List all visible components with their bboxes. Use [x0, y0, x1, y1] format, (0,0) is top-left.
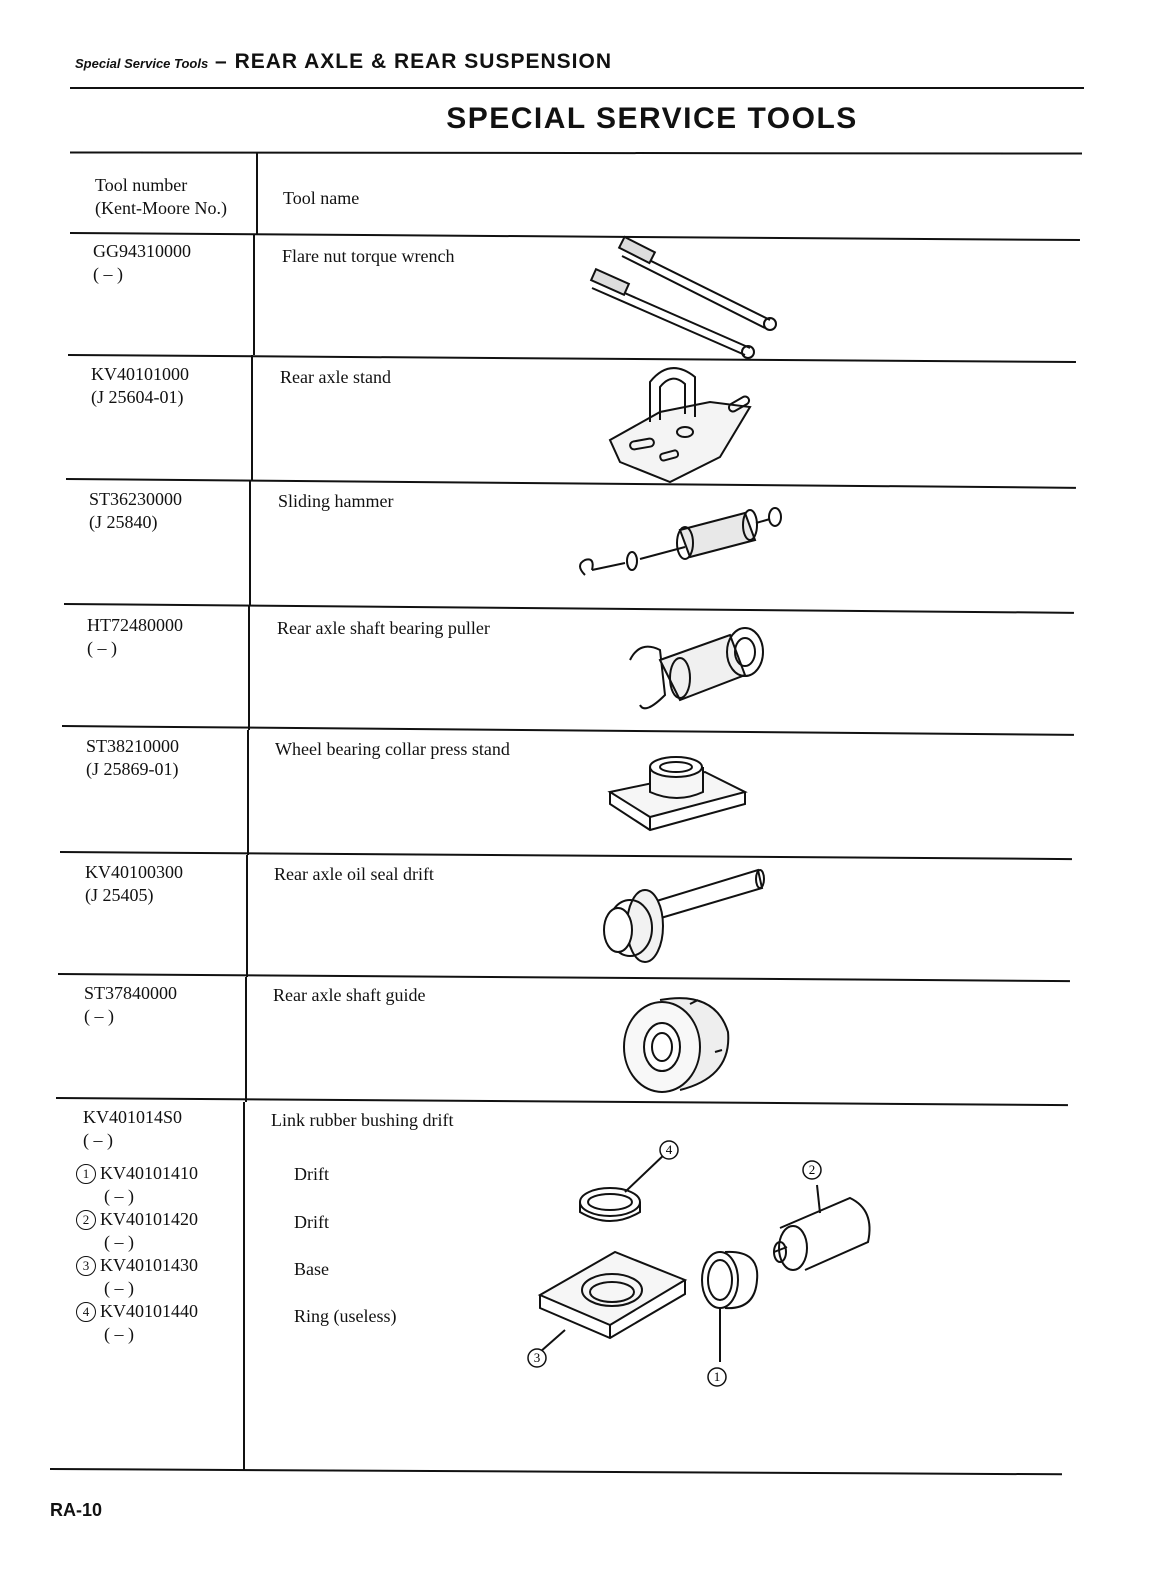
tool-number: HT72480000	[87, 615, 183, 635]
column-divider	[247, 730, 249, 855]
sub-item	[76, 1208, 198, 1231]
sub-item-number: KV40101410	[100, 1163, 198, 1183]
tool-row	[91, 363, 189, 409]
sub-item	[76, 1162, 198, 1185]
kent-moore-number: ( – )	[84, 1006, 114, 1026]
column-divider	[253, 235, 255, 355]
callout-label: 2	[808, 1162, 816, 1177]
column-divider	[248, 605, 250, 730]
tool-row	[83, 1106, 182, 1152]
section-header	[75, 50, 612, 74]
column-divider	[249, 480, 251, 605]
index-marker: 2	[76, 1210, 96, 1230]
sub-item-list	[76, 1162, 198, 1346]
bearing-puller-icon	[620, 620, 780, 720]
tool-row	[84, 982, 177, 1028]
collar-press-stand-icon	[605, 752, 750, 842]
tool-name: Rear axle shaft guide	[273, 985, 426, 1005]
tool-name: Rear axle shaft bearing puller	[277, 618, 490, 638]
callout-label: 3	[533, 1350, 541, 1365]
tool-number: ST38210000	[86, 736, 180, 756]
index-marker: 3	[76, 1256, 96, 1276]
sub-item-name: Ring (useless)	[294, 1306, 397, 1326]
tool-row	[85, 861, 183, 907]
column-divider	[251, 355, 253, 480]
sub-item	[76, 1300, 198, 1323]
col-tool-number: Tool number	[95, 175, 188, 195]
tool-row	[93, 240, 191, 286]
row-rule	[68, 354, 1076, 363]
tool-name: Rear axle stand	[280, 367, 391, 387]
tool-number: KV40101000	[91, 364, 189, 384]
tool-number: KV40100300	[85, 862, 183, 882]
page-title: SPECIAL SERVICE TOOLS	[446, 102, 858, 135]
rear-axle-stand-icon	[600, 362, 760, 486]
tool-number: ST36230000	[89, 489, 183, 509]
column-divider	[256, 153, 258, 235]
oil-seal-drift-icon	[590, 868, 770, 968]
bushing-drift-set-icon	[525, 1130, 885, 1390]
column-divider	[245, 977, 247, 1102]
kent-moore-number: ( – )	[87, 638, 117, 658]
tool-number: ST37840000	[84, 983, 178, 1003]
flare-nut-torque-wrench-icon	[580, 240, 790, 360]
column-divider	[243, 1102, 245, 1470]
row-rule	[58, 973, 1070, 982]
header-rule	[70, 87, 1084, 89]
shaft-guide-icon	[620, 992, 740, 1097]
sub-item	[76, 1254, 198, 1277]
tool-name: Rear axle oil seal drift	[274, 864, 434, 884]
sub-item-kent: ( – )	[104, 1278, 134, 1298]
tool-number: KV401014S0	[83, 1107, 183, 1127]
tool-row	[87, 614, 183, 660]
column-header-number	[95, 174, 227, 220]
kent-moore-number: (J 25869-01)	[86, 759, 179, 779]
row-rule	[60, 851, 1072, 860]
page-number: RA-10	[50, 1500, 103, 1520]
row-rule	[70, 232, 1080, 241]
column-header-name: Tool name	[283, 188, 360, 208]
tool-number: GG94310000	[93, 241, 191, 261]
section-title: REAR AXLE & REAR SUSPENSION	[234, 50, 612, 73]
sub-item-number: KV40101440	[100, 1301, 198, 1321]
sub-item-number: KV40101420	[100, 1209, 198, 1229]
row-rule	[62, 725, 1074, 736]
index-marker: 1	[76, 1164, 96, 1184]
kent-moore-number: (J 25840)	[89, 512, 158, 532]
col-kent-moore: (Kent-Moore No.)	[95, 198, 227, 218]
tool-name: Sliding hammer	[278, 491, 394, 511]
kent-moore-number: ( – )	[83, 1130, 113, 1150]
sub-item-kent: ( – )	[104, 1324, 134, 1344]
callout-label: 4	[665, 1142, 673, 1157]
kent-moore-number: ( – )	[93, 264, 123, 284]
sub-item-number: KV40101430	[100, 1255, 198, 1275]
kent-moore-number: (J 25604-01)	[91, 387, 184, 407]
tool-row	[86, 735, 179, 781]
sub-item-name: Drift	[294, 1212, 329, 1232]
section-separator: –	[208, 50, 235, 73]
tool-name: Link rubber bushing drift	[271, 1110, 454, 1130]
row-rule	[64, 603, 1074, 614]
index-marker: 4	[76, 1302, 96, 1322]
row-rule	[66, 478, 1076, 489]
section-label: Special Service Tools	[75, 56, 209, 71]
tool-name: Flare nut torque wrench	[282, 246, 455, 266]
tool-row	[89, 488, 182, 534]
sliding-hammer-icon	[570, 495, 790, 595]
sub-item-name: Drift	[294, 1164, 329, 1184]
row-rule	[56, 1097, 1068, 1106]
sub-item-kent: ( – )	[104, 1186, 134, 1206]
sub-item-name: Base	[294, 1259, 329, 1279]
table-bottom-rule	[50, 1468, 1062, 1475]
kent-moore-number: (J 25405)	[85, 885, 154, 905]
callout-label: 1	[713, 1369, 721, 1384]
table-top-rule	[70, 151, 1082, 154]
sub-item-kent: ( – )	[104, 1232, 134, 1252]
column-divider	[246, 855, 248, 977]
tool-name: Wheel bearing collar press stand	[275, 739, 510, 759]
